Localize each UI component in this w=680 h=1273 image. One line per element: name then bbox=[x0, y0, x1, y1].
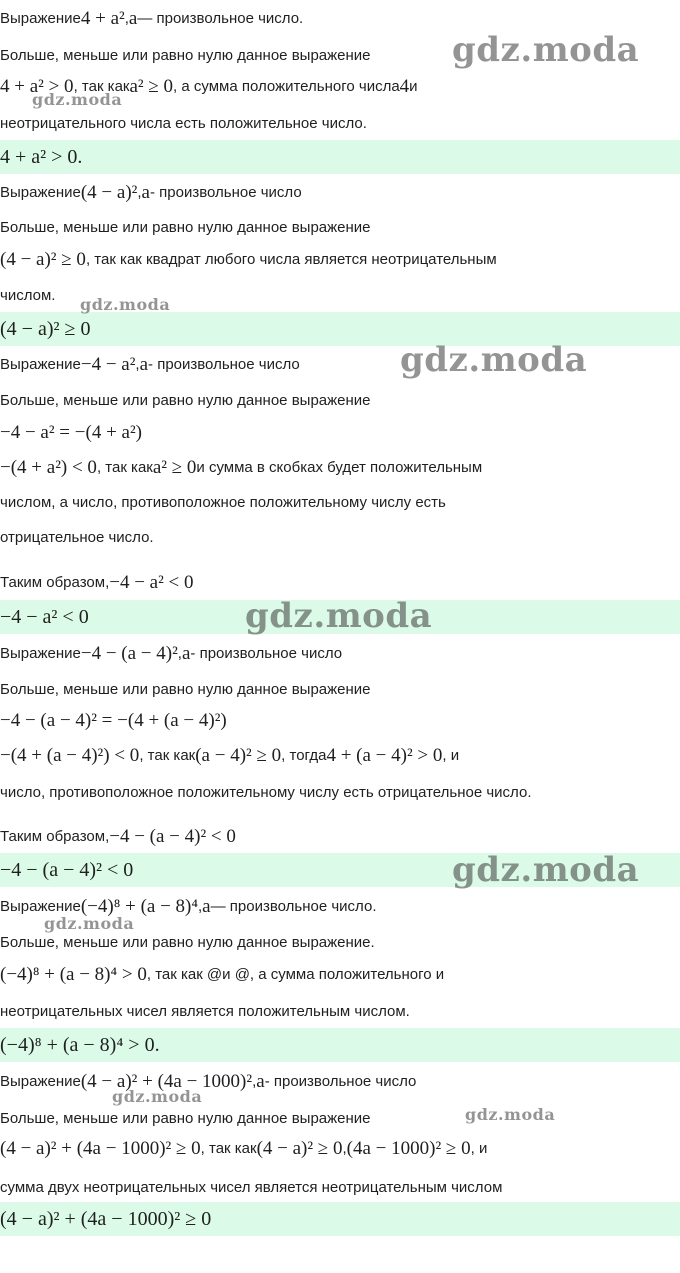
text-span: — произвольное число. bbox=[210, 897, 377, 915]
text-span: Выражение bbox=[0, 897, 81, 915]
text-line bbox=[0, 384, 680, 416]
text-line bbox=[0, 739, 680, 771]
math-expression: −(4 + (a − 4)²) < 0 bbox=[0, 744, 140, 766]
text-span: Таким образом, bbox=[0, 827, 110, 845]
watermark-logo: gdz.moda bbox=[400, 340, 588, 380]
text-line bbox=[0, 776, 680, 808]
math-expression: (4 − a)² bbox=[80, 181, 138, 203]
math-expression: (4 − a)² ≥ 0 bbox=[256, 1137, 343, 1159]
watermark-logo: gdz.moda bbox=[452, 850, 640, 890]
text-span: , и bbox=[470, 1139, 488, 1157]
math-expression: −4 − a² = −(4 + a²) bbox=[0, 421, 142, 443]
text-span: Больше, меньше или равно нулю данное выражение bbox=[0, 218, 371, 236]
text-span: , bbox=[135, 355, 140, 373]
text-line bbox=[0, 890, 680, 922]
math-expression: a² ≥ 0 bbox=[129, 75, 174, 97]
text-span: Больше, меньше или равно нулю данное выражение bbox=[0, 46, 371, 64]
math-expression: 4 + a² bbox=[80, 7, 125, 29]
text-line bbox=[0, 486, 680, 518]
text-span: - произвольное число bbox=[148, 355, 300, 373]
text-span: числом. bbox=[0, 286, 56, 304]
text-line bbox=[0, 39, 680, 71]
text-line bbox=[0, 107, 680, 139]
text-span: Выражение bbox=[0, 183, 81, 201]
math-expression: (4 − a)² + (4a − 1000)² bbox=[80, 1070, 253, 1092]
text-span: и сумма в скобках будет положительным bbox=[196, 458, 483, 476]
math-expression: 4 bbox=[399, 75, 410, 97]
text-line bbox=[0, 820, 680, 852]
text-line bbox=[0, 416, 680, 448]
text-span: , так как @и @, а сумма положительного и bbox=[146, 965, 445, 983]
math-expression: a² ≥ 0 bbox=[152, 456, 197, 478]
math-expression: −4 − (a − 4)² bbox=[80, 642, 178, 664]
math-expression: (−4)⁸ + (a − 8)⁴ > 0. bbox=[0, 1034, 160, 1056]
text-span: - произвольное число bbox=[190, 644, 343, 662]
text-span: — произвольное число. bbox=[137, 9, 304, 27]
math-expression: (4 − a)² + (4a − 1000)² ≥ 0 bbox=[0, 1208, 212, 1230]
text-span: Больше, меньше или равно нулю данное выражение bbox=[0, 391, 371, 409]
text-span: - произвольное число bbox=[149, 183, 302, 201]
answer-line bbox=[0, 600, 680, 634]
math-expression: (−4)⁸ + (a − 8)⁴ > 0 bbox=[0, 963, 147, 985]
text-line bbox=[0, 673, 680, 705]
math-expression: 4 + (a − 4)² > 0 bbox=[326, 744, 443, 766]
text-span: Таким образом, bbox=[0, 573, 110, 591]
math-expression: (4 − a)² + (4a − 1000)² ≥ 0 bbox=[0, 1137, 201, 1159]
math-expression: a bbox=[139, 353, 149, 375]
watermark-logo: gdz.moda bbox=[245, 596, 433, 636]
text-span: , bbox=[252, 1072, 257, 1090]
watermark-logo: gdz.moda bbox=[452, 30, 640, 70]
text-span: неотрицательного числа есть положительное число. bbox=[0, 114, 367, 132]
answer-line bbox=[0, 1028, 680, 1062]
text-span: , а сумма положительного числа bbox=[173, 77, 400, 95]
text-span: , bbox=[137, 183, 142, 201]
math-expression: −4 − a² < 0 bbox=[109, 571, 194, 593]
text-line bbox=[0, 1065, 680, 1097]
text-line bbox=[0, 70, 680, 102]
answer-line bbox=[0, 1202, 680, 1236]
text-line bbox=[0, 176, 680, 208]
text-line bbox=[0, 1132, 680, 1164]
watermark-logo: gdz.moda bbox=[32, 90, 123, 109]
math-expression: −4 − (a − 4)² < 0 bbox=[0, 859, 134, 881]
text-span: и bbox=[409, 77, 418, 95]
math-expression: −4 − (a − 4)² < 0 bbox=[109, 825, 236, 847]
text-line bbox=[0, 958, 680, 990]
text-span: - произвольное число bbox=[264, 1072, 417, 1090]
watermark-logo: gdz.moda bbox=[112, 1087, 203, 1106]
text-span: , так как bbox=[96, 458, 153, 476]
math-expression: a bbox=[256, 1070, 265, 1092]
text-span: Выражение bbox=[0, 1072, 81, 1090]
math-expression: 4 + a² > 0. bbox=[0, 146, 83, 168]
answer-line bbox=[0, 312, 680, 346]
answer-line bbox=[0, 140, 680, 174]
text-span: Больше, меньше или равно нулю данное выражение bbox=[0, 680, 371, 698]
math-expression: a bbox=[181, 642, 191, 664]
watermark-logo: gdz.moda bbox=[80, 295, 171, 314]
math-expression: a bbox=[141, 181, 150, 203]
text-span: Выражение bbox=[0, 9, 81, 27]
text-span: сумма двух неотрицательных чисел является неотрицательным числом bbox=[0, 1178, 503, 1196]
text-span: , bbox=[124, 9, 129, 27]
math-expression: (−4)⁸ + (a − 8)⁴ bbox=[80, 895, 198, 917]
math-expression: −4 − a² < 0 bbox=[0, 606, 89, 628]
text-span: число, противоположное положительному числу есть отрицательное число. bbox=[0, 783, 532, 801]
math-expression: −4 − a² bbox=[80, 353, 136, 375]
math-expression: −(4 + a²) < 0 bbox=[0, 456, 97, 478]
text-line bbox=[0, 1102, 680, 1134]
text-span: , и bbox=[442, 746, 460, 764]
text-span: , bbox=[198, 897, 203, 915]
text-line bbox=[0, 637, 680, 669]
text-line bbox=[0, 2, 680, 34]
text-span: числом, а число, противоположное положительному числу есть bbox=[0, 493, 446, 511]
text-line bbox=[0, 704, 680, 736]
math-expression: 4 + a² > 0 bbox=[0, 75, 74, 97]
text-span: , так как bbox=[200, 1139, 257, 1157]
watermark-logo: gdz.moda bbox=[44, 914, 135, 933]
text-span: , так как квадрат любого числа является неотрицательным bbox=[85, 250, 497, 268]
text-line bbox=[0, 566, 680, 598]
answer-line bbox=[0, 853, 680, 887]
text-span: Выражение bbox=[0, 355, 81, 373]
text-line bbox=[0, 521, 680, 553]
text-line bbox=[0, 1171, 680, 1203]
text-span: , так как bbox=[73, 77, 130, 95]
text-span: , тогда bbox=[281, 746, 327, 764]
text-line bbox=[0, 211, 680, 243]
text-span: отрицательное число. bbox=[0, 528, 154, 546]
math-expression: (4a − 1000)² ≥ 0 bbox=[346, 1137, 471, 1159]
text-span: , так как bbox=[139, 746, 196, 764]
math-expression: (a − 4)² ≥ 0 bbox=[195, 744, 282, 766]
text-span: Больше, меньше или равно нулю данное выражение. bbox=[0, 933, 375, 951]
text-line bbox=[0, 995, 680, 1027]
math-expression: (4 − a)² ≥ 0 bbox=[0, 248, 86, 270]
text-line bbox=[0, 279, 680, 311]
text-line bbox=[0, 926, 680, 958]
text-span: , bbox=[342, 1139, 347, 1157]
math-expression: −4 − (a − 4)² = −(4 + (a − 4)²) bbox=[0, 709, 227, 731]
math-expression: (4 − a)² ≥ 0 bbox=[0, 318, 91, 340]
text-line bbox=[0, 348, 680, 380]
math-expression: a bbox=[202, 895, 211, 917]
text-line bbox=[0, 243, 680, 275]
text-line bbox=[0, 451, 680, 483]
text-span: неотрицательных чисел является положительным числом. bbox=[0, 1002, 410, 1020]
watermark-logo: gdz.moda bbox=[465, 1105, 556, 1124]
text-span: Выражение bbox=[0, 644, 81, 662]
math-expression: a bbox=[128, 7, 138, 29]
text-span: Больше, меньше или равно нулю данное выражение bbox=[0, 1109, 371, 1127]
text-span: , bbox=[177, 644, 182, 662]
